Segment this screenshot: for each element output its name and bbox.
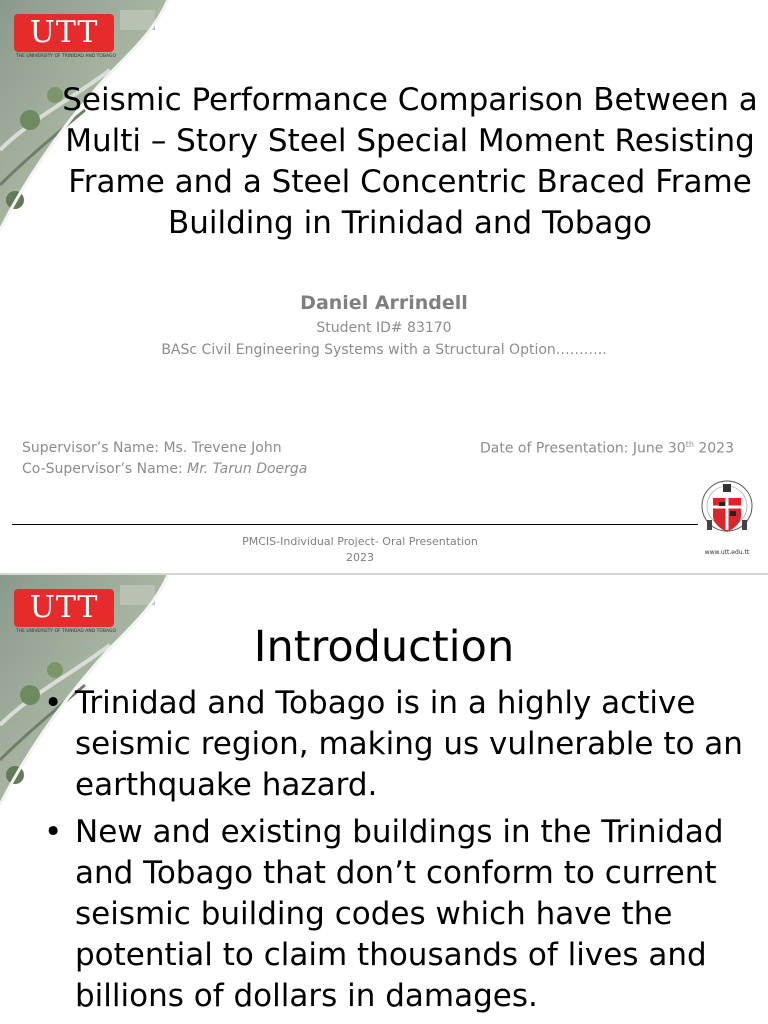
list-item xyxy=(44,812,744,1017)
introduction-slide xyxy=(0,575,768,1024)
date-ordinal: th xyxy=(685,440,694,449)
presentation-title: Seismic Performance Comparison Between a Multi – Story Steel Special Moment Resisting Frame and a Steel Concentric Braced Frame Building in Trinidad and Tobago xyxy=(62,82,758,241)
utt-logo-text: UTT xyxy=(14,589,114,627)
presentation-date xyxy=(480,440,734,457)
crest-url: www.utt.edu.tt xyxy=(704,549,750,556)
footer-divider xyxy=(12,524,698,525)
utt-logo-tagline: THE UNIVERSITY OF TRINIDAD AND TOBAGO xyxy=(15,54,117,59)
student-id: Student ID# 83170 xyxy=(316,320,452,336)
cosupervisor-label: Co-Supervisor’s Name: xyxy=(22,461,188,477)
supervisor-name: Supervisor’s Name: Ms. Trevene John xyxy=(22,440,282,456)
cosupervisor xyxy=(22,461,307,477)
date-prefix: Date of Presentation: June 30 xyxy=(479,440,686,457)
footer-line-2: 2023 xyxy=(346,551,374,564)
utt-logo-text: UTT xyxy=(14,14,114,52)
cosupervisor-name: Mr. Tarun Doerga xyxy=(187,461,308,477)
bullet-icon: • xyxy=(44,685,63,721)
slide-title: Introduction xyxy=(253,622,515,672)
date-year: 2023 xyxy=(693,440,734,457)
bullet-text: New and existing buildings in the Trinidad and Tobago that don’t conform to current seismic building codes which have the potential to claim thousands of lives and billions of dollars in damages. xyxy=(75,814,724,1014)
footer-text xyxy=(210,534,510,566)
utt-logo-tagline: THE UNIVERSITY OF TRINIDAD AND TOBAGO xyxy=(15,629,117,634)
footer-line-1: PMCIS-Individual Project- Oral Presentation xyxy=(242,535,478,548)
bullet-list xyxy=(44,683,744,1023)
author-name: Daniel Arrindell xyxy=(300,292,468,314)
utt-crest-icon xyxy=(700,476,754,560)
list-item xyxy=(44,683,744,806)
bullet-text: Trinidad and Tobago is in a highly active seismic region, making us vulnerable to an earthquake hazard. xyxy=(75,685,743,803)
bullet-icon: • xyxy=(44,814,63,850)
degree-program: BASc Civil Engineering Systems with a Structural Option……….. xyxy=(161,342,607,358)
utt-logo xyxy=(14,14,117,62)
